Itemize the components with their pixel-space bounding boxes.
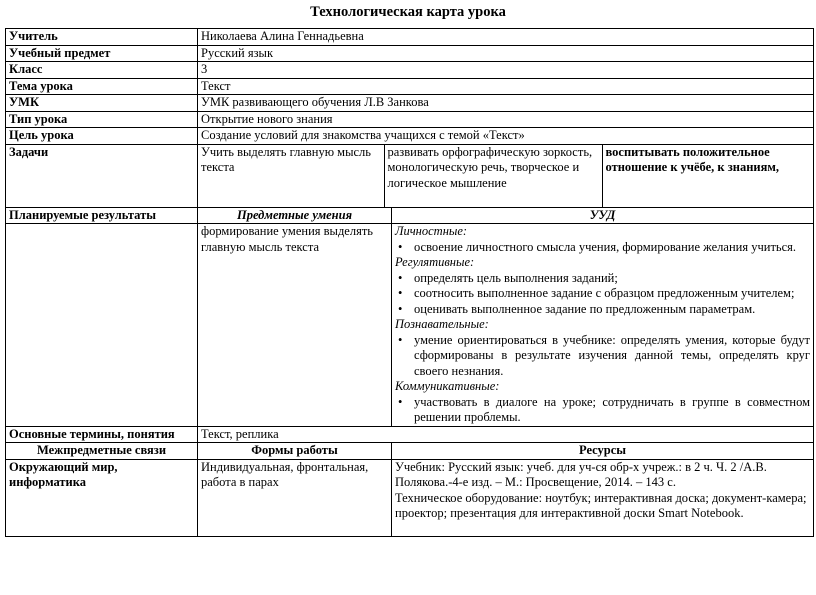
lesson-plan-table bbox=[5, 28, 814, 537]
resources-header: Ресурсы bbox=[392, 443, 814, 460]
row-grade bbox=[6, 62, 814, 79]
subject-value: Русский язык bbox=[198, 45, 814, 62]
list-item: • участвовать в диалоге на уроке; сотрудничать в группе в совместном решении проблемы. bbox=[395, 395, 810, 426]
uud-cognitive-list bbox=[395, 333, 810, 380]
uud-regulatory-list bbox=[395, 271, 810, 318]
task-2: развивать орфографическую зоркость, монологическую речь, творческое и логическое мышление bbox=[384, 145, 602, 207]
links-header: Межпредметные связи bbox=[6, 443, 198, 460]
uud-personal-list bbox=[395, 240, 810, 256]
goal-label: Цель урока bbox=[6, 128, 198, 145]
links-value: Окружающий мир, информатика bbox=[6, 459, 198, 536]
resources-value bbox=[392, 459, 814, 536]
list-item: • освоение личностного смысла учения, формирование желания учиться. bbox=[395, 240, 810, 256]
tasks-label: Задачи bbox=[6, 144, 198, 207]
uud-communicative-list bbox=[395, 395, 810, 426]
list-item: • определять цель выполнения заданий; bbox=[395, 271, 810, 287]
row-topic bbox=[6, 78, 814, 95]
grade-value: 3 bbox=[198, 62, 814, 79]
forms-header: Формы работы bbox=[198, 443, 392, 460]
row-results-body bbox=[6, 224, 814, 427]
row-teacher bbox=[6, 29, 814, 46]
uud-communicative-title: Коммуникативные: bbox=[395, 379, 500, 393]
row-umk bbox=[6, 95, 814, 112]
lesson-type-label: Тип урока bbox=[6, 111, 198, 128]
uud-personal-title: Личностные: bbox=[395, 224, 468, 238]
topic-label: Тема урока bbox=[6, 78, 198, 95]
row-footer-header bbox=[6, 443, 814, 460]
list-item: • умение ориентироваться в учебнике: определять умения, которые будут сформированы в результате изучения данной темы, определять круг своего незнания. bbox=[395, 333, 810, 380]
uud-content bbox=[392, 224, 814, 427]
task-3: воспитывать положительное отношение к учёбе, к знаниям, bbox=[605, 144, 780, 174]
goal-value: Создание условий для знакомства учащихся с темой «Текст» bbox=[198, 128, 814, 145]
subject-skills-header: Предметные умения bbox=[198, 207, 392, 224]
umk-value: УМК развивающего обучения Л.В Занкова bbox=[198, 95, 814, 112]
row-results-header bbox=[6, 207, 814, 224]
row-tasks bbox=[6, 144, 814, 207]
row-goal bbox=[6, 128, 814, 145]
resources-equipment: Техническое оборудование: ноутбук; интерактивная доска; документ-камера; проектор; презентация для интерактивной доски Smart Notebook. bbox=[395, 490, 807, 520]
resources-textbook: Учебник: Русский язык: учеб. для уч-ся обр-х учреж.: в 2 ч. Ч. 2 /А.В. Полякова.-4-е изд. – М.: Просвещение, 2014. – 143 с. bbox=[395, 459, 767, 489]
row-footer-values bbox=[6, 459, 814, 536]
page-title: Технологическая карта урока bbox=[310, 4, 506, 20]
teacher-value: Николаева Алина Геннадьевна bbox=[198, 29, 814, 46]
uud-header: УУД bbox=[392, 207, 814, 224]
list-item: • соотносить выполненное задание с образцом предложенным учителем; bbox=[395, 286, 810, 302]
tasks-inner-table bbox=[198, 145, 814, 207]
forms-value: Индивидуальная, фронтальная, работа в парах bbox=[198, 459, 392, 536]
umk-label: УМК bbox=[6, 95, 198, 112]
task-1: Учить выделять главную мысль текста bbox=[201, 144, 371, 174]
uud-regulatory-title: Регулятивные: bbox=[395, 255, 475, 269]
results-label: Планируемые результаты bbox=[6, 207, 198, 224]
grade-label: Класс bbox=[6, 62, 198, 79]
terms-label: Основные термины, понятия bbox=[6, 426, 198, 443]
row-terms bbox=[6, 426, 814, 443]
uud-cognitive-title: Познавательные: bbox=[395, 317, 489, 331]
subject-skills-text: формирование умения выделять главную мысль текста bbox=[198, 224, 392, 427]
lesson-type-value: Открытие нового знания bbox=[198, 111, 814, 128]
terms-value: Текст, реплика bbox=[198, 426, 814, 443]
row-subject bbox=[6, 45, 814, 62]
subject-label: Учебный предмет bbox=[6, 45, 198, 62]
teacher-label: Учитель bbox=[6, 29, 198, 46]
results-empty-cell bbox=[6, 224, 198, 427]
topic-value: Текст bbox=[198, 78, 814, 95]
tasks-cell bbox=[198, 144, 814, 207]
row-lesson-type bbox=[6, 111, 814, 128]
list-item: • оценивать выполненное задание по предложенным параметрам. bbox=[395, 302, 810, 318]
